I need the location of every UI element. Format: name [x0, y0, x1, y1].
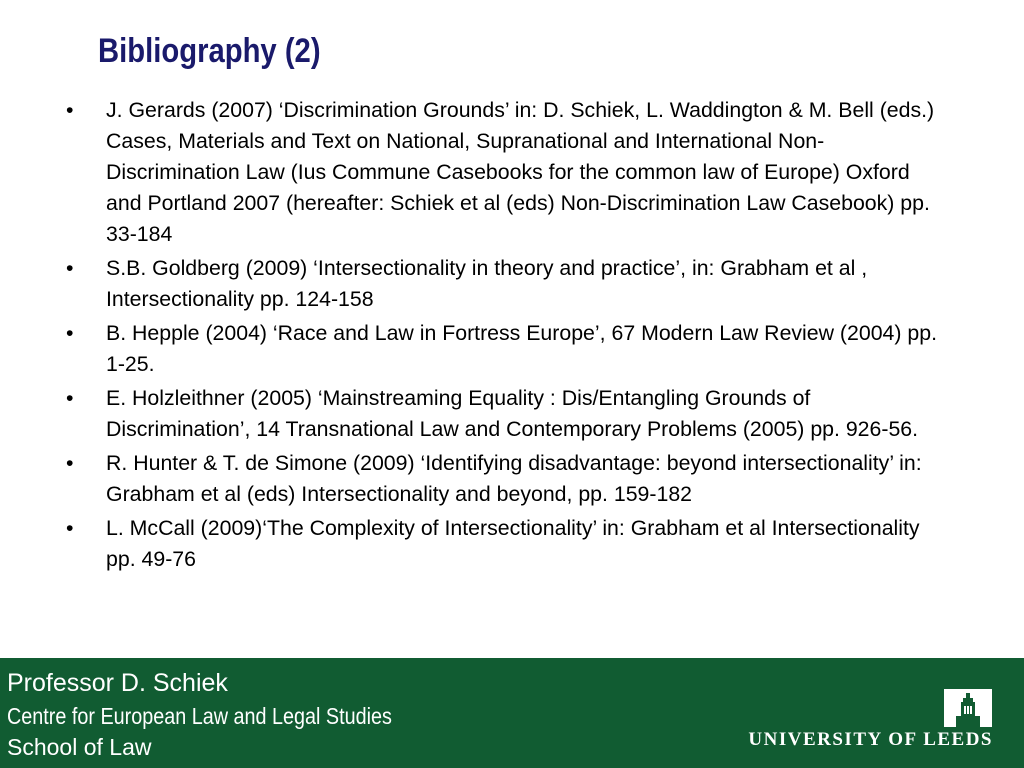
school-name: School of Law — [7, 734, 152, 760]
presenter-name: Professor D. Schiek — [7, 669, 228, 697]
footer-bar — [0, 658, 1024, 768]
bullet: • — [66, 321, 74, 345]
list-item — [66, 513, 946, 575]
reference-text: E. Holzleithner (2005) ‘Mainstreaming Equality : Dis/Entangling Grounds of Discrimination’, 14 Transnational Law and Contemporary Problems (2005) pp. 926-56. — [106, 386, 919, 441]
bullet: • — [66, 386, 74, 410]
list-item — [66, 383, 946, 445]
bibliography-list — [66, 95, 946, 578]
leeds-parkinson-tower-icon — [944, 689, 992, 727]
reference-text: S.B. Goldberg (2009) ‘Intersectionality in theory and practice’, in: Grabham et al , Intersectionality pp. 124-158 — [106, 256, 868, 311]
page-title: Bibliography (2) — [98, 32, 321, 70]
bullet: • — [66, 516, 74, 540]
bullet: • — [66, 256, 74, 280]
list-item — [66, 95, 946, 250]
reference-text: J. Gerards (2007) ‘Discrimination Grounds’ in: D. Schiek, L. Waddington & M. Bell (eds.) Cases, Materials and Text on National, Supranational and International Non-Discrimination Law (Ius Commune Casebooks for the common law of Europe) Oxford and Portland 2007 (hereafter: Schiek et al (eds) Non-Discrimination Law Casebook) pp. 33-184 — [106, 98, 935, 246]
centre-name: Centre for European Law and Legal Studies — [7, 703, 392, 729]
list-item — [66, 448, 946, 510]
bullet: • — [66, 451, 74, 475]
list-item — [66, 253, 946, 315]
reference-text: B. Hepple (2004) ‘Race and Law in Fortress Europe’, 67 Modern Law Review (2004) pp. 1-25. — [106, 321, 938, 376]
list-item — [66, 318, 946, 380]
reference-text: L. McCall (2009)‘The Complexity of Intersectionality’ in: Grabham et al Intersectionality pp. 49-76 — [106, 516, 920, 571]
reference-text: R. Hunter & T. de Simone (2009) ‘Identifying disadvantage: beyond intersectionality’ in: Grabham et al (eds) Intersectionality and beyond, pp. 159-182 — [106, 451, 922, 506]
university-logo-text: UNIVERSITY OF LEEDS — [748, 729, 993, 750]
bullet: • — [66, 98, 74, 122]
